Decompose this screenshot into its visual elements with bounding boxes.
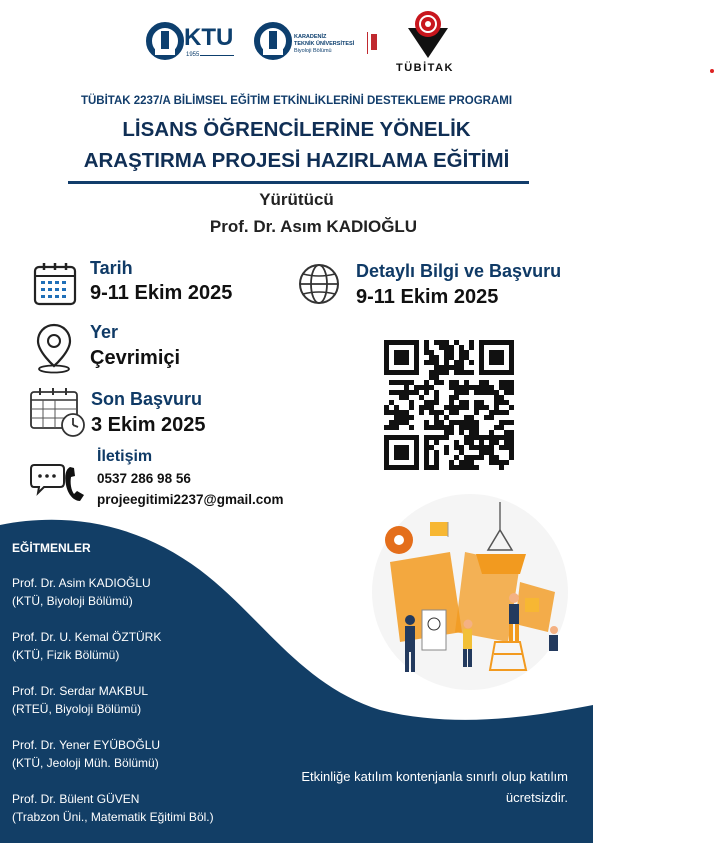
calendar-clock-icon [29, 387, 87, 437]
trainer-item [12, 575, 272, 610]
ktu-logo [146, 22, 236, 64]
executive-name: Prof. Dr. Asım KADIOĞLU [209, 217, 418, 236]
red-dot [710, 69, 714, 73]
qr-code-icon[interactable] [384, 340, 514, 470]
title-line-1: LİSANS ÖĞRENCİLERİNE YÖNELİK [122, 118, 471, 141]
globe-icon [297, 262, 341, 306]
calendar-icon [32, 261, 78, 307]
logo-divider [367, 32, 368, 54]
logo-red-block [371, 34, 377, 50]
trainer-affiliation: (Trabzon Üni., Matematik Eğitimi Böl.) [12, 809, 214, 824]
date-value: 9-11 Ekim 2025 [90, 282, 233, 304]
ktu-emblem-icon [146, 22, 184, 60]
detail-label: Detaylı Bilgi ve Başvuru [356, 261, 562, 281]
trainer-name: Prof. Dr. Asim KADIOĞLU [12, 576, 151, 590]
ktu-emblem-icon [254, 22, 292, 60]
trainer-affiliation: (KTÜ, Biyoloji Bölümü) [12, 593, 133, 608]
date-label: Tarih [90, 258, 133, 278]
tubitak-logo [394, 6, 462, 76]
trainer-name: Prof. Dr. Yener EYÜBOĞLU [12, 738, 161, 752]
tubitak-logo-text: TÜBİTAK [396, 62, 454, 74]
title-line-2: ARAŞTIRMA PROJESİ HAZIRLAMA EĞİTİMİ [83, 149, 510, 172]
trainer-name: Prof. Dr. Bülent GÜVEN [12, 792, 140, 806]
ktu-biology-line2: TEKNİK ÜNİVERSİTESİ [294, 41, 355, 47]
trainers-header: EĞİTMENLER [12, 541, 91, 555]
trainer-affiliation: (KTÜ, Jeoloji Müh. Bölümü) [12, 755, 159, 770]
note-line-1: Etkinliğe katılım kontenjanla sınırlı olup katılım [301, 769, 568, 784]
note-line-2: ücretsizdir. [505, 790, 568, 805]
trainer-item [12, 737, 272, 772]
location-pin-icon [33, 322, 75, 374]
detail-value: 9-11 Ekim 2025 [356, 286, 499, 308]
deadline-label: Son Başvuru [91, 389, 203, 409]
title-underline [68, 181, 529, 184]
trainer-affiliation: (RTEÜ, Biyoloji Bölümü) [12, 701, 142, 716]
ktu-logo-text: KTU [184, 24, 234, 51]
contact-email: projeegitimi2237@gmail.com [97, 492, 284, 507]
trainer-item [12, 683, 272, 718]
contact-label: İletişim [97, 448, 153, 465]
contact-phone: 0537 286 98 56 [97, 471, 191, 486]
ktu-logo-line [200, 55, 234, 56]
trainers-section [12, 541, 272, 843]
deadline-value: 3 Ekim 2025 [91, 414, 206, 436]
ktu-logo-year: 1955 [186, 52, 200, 58]
place-label: Yer [90, 322, 119, 342]
ktu-biology-line1: KARADENİZ [294, 34, 327, 40]
tubitak-emblem-icon [394, 6, 462, 62]
program-name: TÜBİTAK 2237/A BİLİMSEL EĞİTİM ETKİNLİKLERİNİ DESTEKLEME PROGRAMI [80, 95, 513, 107]
trainer-name: Prof. Dr. U. Kemal ÖZTÜRK [12, 630, 162, 644]
phone-chat-icon [30, 459, 86, 505]
trainer-item [12, 791, 272, 826]
trainer-item [12, 629, 272, 664]
trainer-affiliation: (KTÜ, Fizik Bölümü) [12, 647, 120, 662]
ktu-biology-line3: Biyoloji Bölümü [294, 48, 332, 54]
participation-note [250, 766, 568, 808]
place-value: Çevrimiçi [90, 347, 181, 369]
ktu-biology-logo [254, 22, 384, 64]
trainer-name: Prof. Dr. Serdar MAKBUL [12, 684, 149, 698]
executive-label: Yürütücü [259, 190, 334, 209]
